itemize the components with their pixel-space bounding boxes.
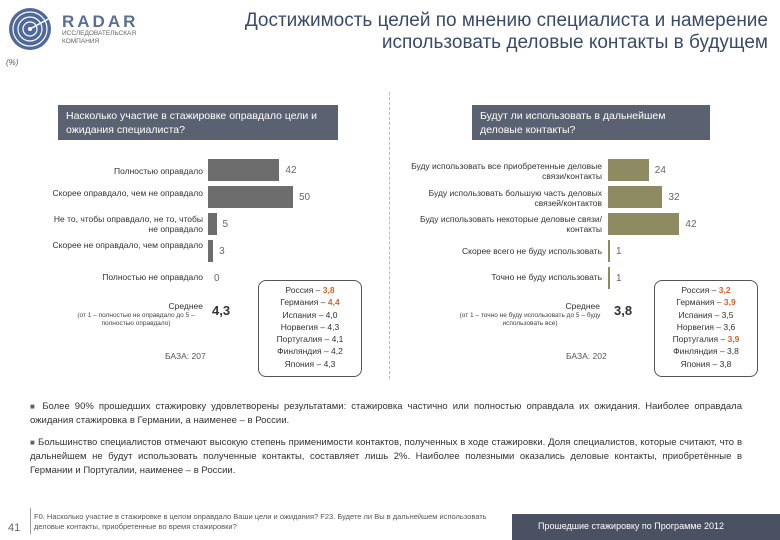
country-name: Россия – [285,285,323,295]
left-country-line [259,309,361,321]
bullet-icon: ■ [30,402,38,411]
country-name: Япония – [680,358,720,369]
left-base: БАЗА: 207 [165,351,206,361]
country-name: Германия – [280,297,328,308]
right-question-header: Будут ли использовать в дальнейшем деловые контакты? [472,105,710,140]
left-row-label: Не то, чтобы оправдало, не то, чтобы не оправдало [53,214,203,234]
radar-logo [6,6,166,52]
country-name: Финляндия – [277,346,332,357]
country-score: 4,3 [327,321,340,332]
country-score: 4,3 [323,358,336,369]
country-name: Финляндия – [673,346,728,357]
left-row-label: Скорее не оправдало, чем оправдало [52,240,203,250]
right-bar-value: 1 [616,246,622,257]
left-bar-value: 5 [222,219,229,230]
globe-icon [6,6,54,52]
question-footnote: F0. Насколько участие в стажировке в целом оправдало Ваши цели и ожидания? F23. Будете ли Вы в дальнейшем использовать деловые контакты, приобретенные во время стажировки? [34,512,487,531]
left-question-header: Насколько участие в стажировке оправдало цели и ожидания специалиста? [58,105,338,140]
left-average-value: 4,3 [212,303,231,318]
country-score: 4,2 [331,346,343,357]
left-country-line [259,333,361,345]
right-country-line [655,358,757,370]
country-score: 3,2 [718,285,731,295]
unit-note: (%) [6,58,19,67]
right-base: БАЗА: 202 [566,351,607,361]
left-country-line [259,345,361,357]
bullet-icon: ■ [30,438,36,447]
left-average-label: Среднее [168,301,203,311]
country-name: Норвегия – [676,321,724,332]
left-bar-value: 3 [219,246,225,257]
country-score: 3,6 [723,321,736,332]
left-bar [208,186,293,208]
program-footer: Прошедшие стажировку по Программе 2012 [512,514,780,540]
right-average-value: 3,8 [614,303,633,318]
country-name: Норвегия – [280,321,328,332]
country-score: 3,8 [727,346,739,357]
left-country-box [258,280,362,377]
right-country-line [655,333,757,345]
left-country-line [259,358,361,370]
country-name: Япония – [284,358,324,369]
left-country-line [259,296,361,308]
country-name: Россия – [681,285,719,295]
right-row-label: Буду использовать большую часть деловых связей/контактов [428,188,602,208]
country-name: Испания – [678,309,722,320]
country-score: 4,0 [325,309,338,320]
right-country-box [654,280,758,377]
left-bar [208,159,279,181]
note-2-text: Большинство специалистов отмечают высокую степень применимости контактов, полученных в ходе стажировки. Доля специалистов, которые считают, что в дальнейшем не будут использовать полученные контакты, составляет лишь 2%. Наиболее полезными оказались деловые контакты, приобретённые в Германии и Португалии, наименее – в России. [30,437,742,476]
country-score: 3,9 [727,334,740,345]
right-country-line [655,321,757,333]
right-country-line [655,284,757,296]
page-number: 41 [8,522,21,534]
left-average-scale-note: (от 1 – полностью не оправдало до 5 – полностью оправдало) [77,312,195,327]
country-score: 4,4 [327,297,340,308]
left-bar-value: 42 [285,165,297,176]
right-average-scale-note: (от 1 – точно не буду использовать до 5 – буду использовать все) [459,312,601,327]
country-name: Испания – [282,309,326,320]
right-bar [608,213,679,235]
left-bar-value: 50 [299,192,311,203]
country-name: Португалия – [672,334,728,345]
note-1-text: Более 90% прошедших стажировку удовлетворены результатами: стажировка частично или полностью оправдала их ожидания. Наиболее оправдала ожидания стажировка в Германии, а наименее – в России. [30,401,742,426]
right-row-label: Скорее всего не буду использовать [462,246,602,256]
country-score: 3,8 [719,358,732,369]
right-bar [608,240,610,262]
footer-divider [30,508,31,534]
left-bar [208,240,213,262]
right-row-label: Буду использовать все приобретенные деловые связи/контакты [411,161,602,181]
column-divider [389,92,390,379]
right-country-line [655,309,757,321]
left-country-line [259,284,361,296]
right-bar-value: 24 [654,165,666,176]
right-bar [608,267,610,289]
page-title: Достижимость целей по мнению специалиста и намерение использовать деловые контакты в будущем [244,10,768,53]
left-row-label: Скорее оправдало, чем не оправдало [52,188,203,198]
left-row-label: Полностью не оправдало [102,272,203,282]
right-country-line [655,296,757,308]
right-bar [608,159,649,181]
country-score: 3,8 [322,285,335,295]
brand-name: RADAR [62,12,139,31]
country-name: Португалия – [276,334,332,345]
note-2 [30,436,742,478]
right-row-label: Буду использовать некоторые деловые связи/контакты [419,214,602,234]
note-1 [30,400,742,428]
left-bar-value: 0 [214,273,220,284]
right-bar-value: 1 [616,273,622,284]
right-country-line [655,345,757,357]
right-bar [608,186,662,208]
brand-subtitle: ИССЛЕДОВАТЕЛЬСКАЯ КОМПАНИЯ [62,30,137,45]
country-score: 4,1 [331,334,344,345]
country-score: 3,5 [721,309,734,320]
right-average-label: Среднее [565,301,600,311]
left-country-line [259,321,361,333]
country-score: 3,9 [723,297,736,308]
right-bar-value: 42 [685,219,697,230]
left-bar [208,213,217,235]
left-row-label: Полностью оправдало [113,166,203,176]
right-row-label: Точно не буду использовать [491,272,602,282]
right-bar-value: 32 [668,192,680,203]
country-name: Германия – [676,297,724,308]
